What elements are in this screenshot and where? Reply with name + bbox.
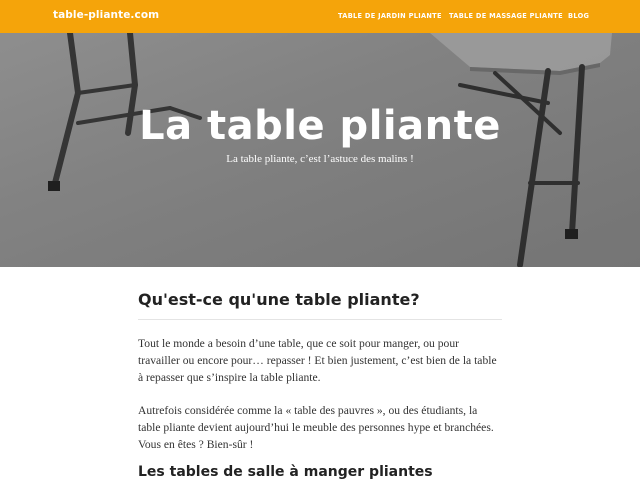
nav-link-blog[interactable]: BLOG (568, 12, 590, 20)
article-heading: Qu'est-ce qu'une table pliante? (138, 290, 502, 320)
hero-tagline: La table pliante, c’est l’astuce des malins ! (226, 153, 414, 165)
article-paragraph-2: Autrefois considérée comme la « table des pauvres », ou des étudiants, la table pliante devient aujourd’hui le meuble des personnes hype et branchées. Vous en êtes ? Bien-sûr ! (138, 404, 494, 451)
hero-title: La table pliante (139, 103, 501, 149)
top-navigation-bar (0, 0, 640, 33)
article-content (138, 290, 502, 480)
article-subheading: Les tables de salle à manger pliantes (138, 464, 433, 480)
site-logo-link[interactable]: table-pliante.com (53, 9, 160, 21)
hero-banner (0, 33, 640, 267)
nav-link-table-de-massage-pliante[interactable]: TABLE DE MASSAGE PLIANTE (449, 12, 563, 20)
nav-link-table-de-jardin-pliante[interactable]: TABLE DE JARDIN PLIANTE (338, 12, 442, 20)
folding-table-photo (0, 33, 640, 267)
article-paragraph-1: Tout le monde a besoin d’une table, que ce soit pour manger, ou pour travailler ou encore pour… repasser ! Et bien justement, c’est bien de la table à repasser que s’inspire la table pliante. (138, 337, 497, 384)
